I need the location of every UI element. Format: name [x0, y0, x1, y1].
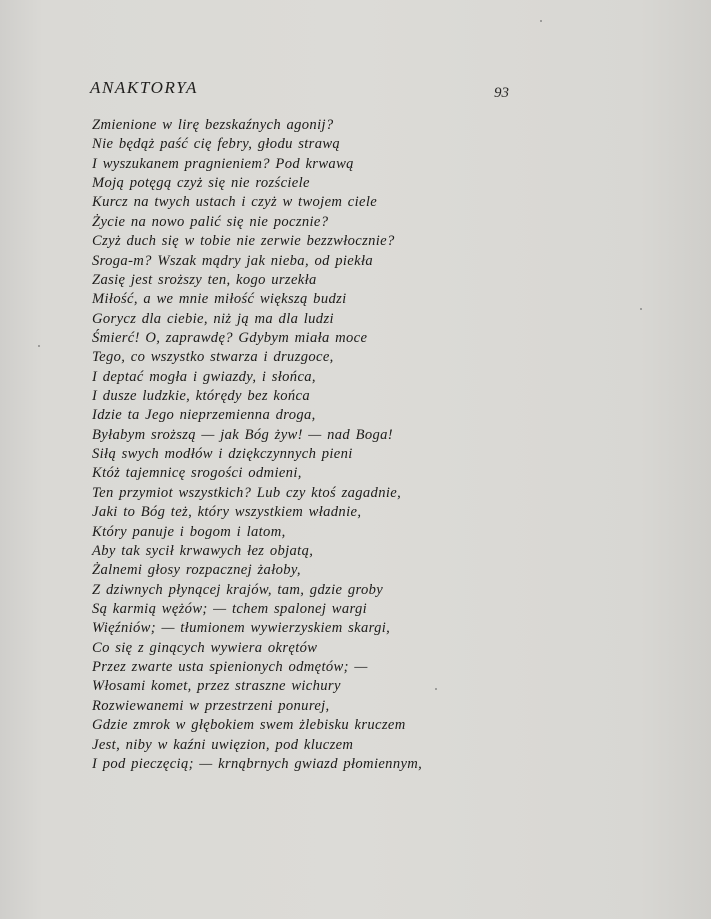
poem-line: I wyszukanem pragnieniem? Pod krwawą	[92, 155, 354, 172]
paper-speck	[540, 20, 542, 22]
poem-line: Rozwiewanemi w przestrzeni ponurej,	[92, 697, 330, 714]
poem-line: Śmierć! O, zaprawdę? Gdybym miała moce	[92, 329, 368, 346]
poem-line: Jest, niby w kaźni uwięzion, pod kluczem	[92, 736, 354, 753]
poem-line: Miłość, a we mnie miłość większą budzi	[92, 291, 347, 308]
poem-line: Co się z ginących wywiera okrętów	[92, 639, 318, 656]
poem-line: Idzie ta Jego nieprzemienna droga,	[92, 407, 316, 424]
paper-speck	[640, 308, 642, 310]
poem-line: Sroga-m? Wszak mądry jak nieba, od piekła	[92, 252, 373, 269]
poem-line: Życie na nowo palić się nie pocznie?	[92, 213, 329, 230]
poem-line: Są karmią wężów; — tchem spalonej wargi	[92, 600, 368, 617]
poem-line: Tego, co wszystko stwarza i druzgoce,	[92, 349, 334, 366]
poem-line: Przez zwarte usta spienionych odmętów; —	[92, 659, 368, 676]
paper-speck	[435, 688, 437, 690]
poem-line: Z dziwnych płynącej krajów, tam, gdzie groby	[92, 581, 384, 598]
poem-line: Któż tajemnicę srogości odmieni,	[92, 465, 302, 482]
poem-line: Włosami komet, przez straszne wichury	[92, 678, 341, 695]
poem-line: Siłą swych modłów i dziękczynnych pieni	[92, 446, 353, 463]
poem-line: I pod pieczęcią; — krnąbrnych gwiazd płomiennym,	[92, 755, 423, 772]
poem-line: Więźniów; — tłumionem wywierzyskiem skargi,	[92, 620, 391, 637]
poem-line: Moją potęgą czyż się nie rozściele	[92, 175, 310, 192]
poem-line: Byłabym sroższą — jak Bóg żyw! — nad Boga!	[92, 426, 393, 443]
poem-line: Zasię jest sroższy ten, kogo urzekła	[92, 271, 317, 288]
poem-line: Jaki to Bóg też, który wszystkiem władnie,	[92, 504, 362, 521]
poem-line: Gdzie zmrok w głębokiem swem żlebisku kruczem	[92, 717, 406, 734]
poem-text	[92, 116, 612, 774]
poem-line: Kurcz na twych ustach i czyż w twojem ciele	[92, 194, 378, 211]
poem-line: Ten przymiot wszystkich? Lub czy ktoś zagadnie,	[92, 484, 402, 501]
poem-line: Nie będąż paść cię febry, głodu strawą	[92, 136, 341, 153]
poem-line: Aby tak sycił krwawych łez objatą,	[92, 542, 314, 559]
poem-line: Gorycz dla ciebie, niż ją ma dla ludzi	[92, 310, 334, 327]
poem-line: Zmienione w lirę bezskaźnych agonij?	[92, 117, 334, 133]
page-number: 93	[494, 85, 509, 101]
poem-line: Czyż duch się w tobie nie zerwie bezzwłocznie?	[92, 233, 395, 250]
poem-line: I dusze ludzkie, którędy bez końca	[92, 388, 310, 405]
poem-line: Który panuje i bogom i latom,	[92, 523, 286, 540]
running-title: ANAKTORYA	[90, 78, 198, 97]
poem-line: I deptać mogła i gwiazdy, i słońca,	[92, 368, 316, 385]
poem-line: Żalnemi głosy rozpacznej żałoby,	[92, 562, 301, 579]
paper-speck	[38, 345, 40, 347]
